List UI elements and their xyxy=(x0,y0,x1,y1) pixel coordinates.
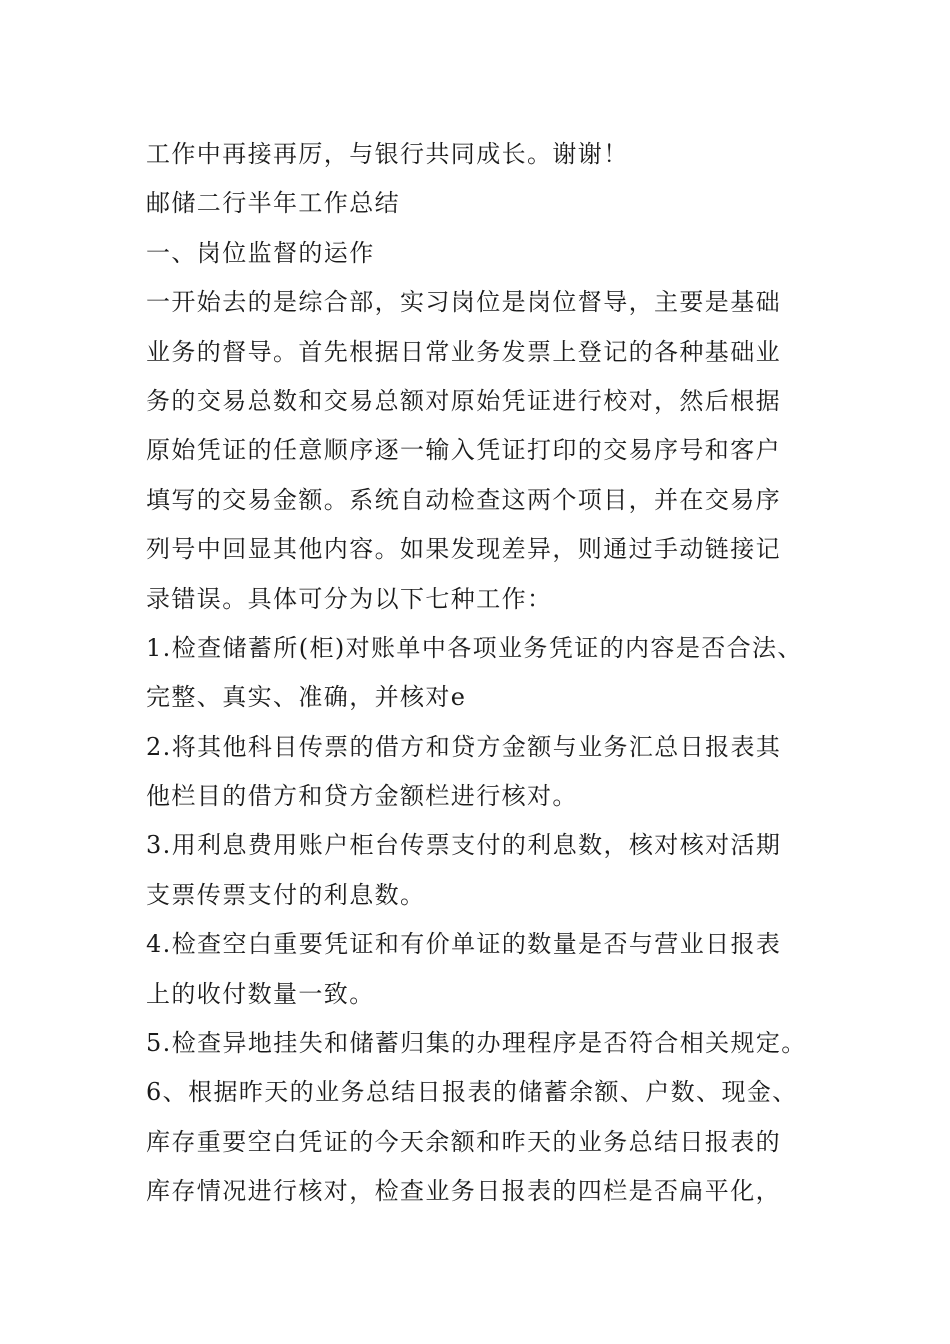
body-text-line: 务的交易总数和交易总额对原始凭证进行校对，然后根据 xyxy=(146,386,781,415)
list-item-6-line: 库存重要空白凭证的今天余额和昨天的业务总结日报表的 xyxy=(146,1127,781,1156)
body-text-line: 录错误。具体可分为以下七种工作： xyxy=(146,584,553,613)
body-text-line: 填写的交易金额。系统自动检查这两个项目，并在交易序 xyxy=(146,485,781,514)
body-text-line: 列号中回显其他内容。如果发现差异，则通过手动链接记 xyxy=(146,535,781,564)
list-item-1-line: 1.检查储蓄所(柜)对账单中各项业务凭证的内容是否合法、 xyxy=(146,633,803,662)
list-item-1-line: 完整、真实、准确，并核对e xyxy=(146,683,467,712)
list-item-5-line: 5.检查异地挂失和储蓄归集的办理程序是否符合相关规定。 xyxy=(146,1029,807,1058)
list-item-6-line: 6、根据昨天的业务总结日报表的储蓄余额、户数、现金、 xyxy=(146,1078,798,1107)
body-text-line: 一开始去的是综合部，实习岗位是岗位督导，主要是基础 xyxy=(146,288,781,317)
list-item-2-line: 2.将其他科目传票的借方和贷方金额与业务汇总日报表其 xyxy=(146,732,782,761)
subsection-heading: 一、岗位监督的运作 xyxy=(146,238,375,267)
list-item-6-line: 库存情况进行核对，检查业务日报表的四栏是否扁平化， xyxy=(146,1177,781,1206)
list-item-4-line: 上的收付数量一致。 xyxy=(146,979,375,1008)
list-item-2-line: 他栏目的借方和贷方金额栏进行核对。 xyxy=(146,782,578,811)
paragraph-closing-line: 工作中再接再厉，与银行共同成长。谢谢！ xyxy=(146,140,629,168)
list-item-4-line: 4.检查空白重要凭证和有价单证的数量是否与营业日报表 xyxy=(146,930,782,959)
list-item-3-line: 支票传票支付的利息数。 xyxy=(146,880,426,909)
list-item-3-line: 3.用利息费用账户柜台传票支付的利息数，核对核对活期 xyxy=(146,831,782,860)
body-text-line: 原始凭证的任意顺序逐一输入凭证打印的交易序号和客户 xyxy=(146,436,781,465)
document-body xyxy=(146,130,826,1217)
body-text-line: 业务的督导。首先根据日常业务发票上登记的各种基础业 xyxy=(146,337,781,366)
section-title: 邮储二行半年工作总结 xyxy=(146,189,400,218)
